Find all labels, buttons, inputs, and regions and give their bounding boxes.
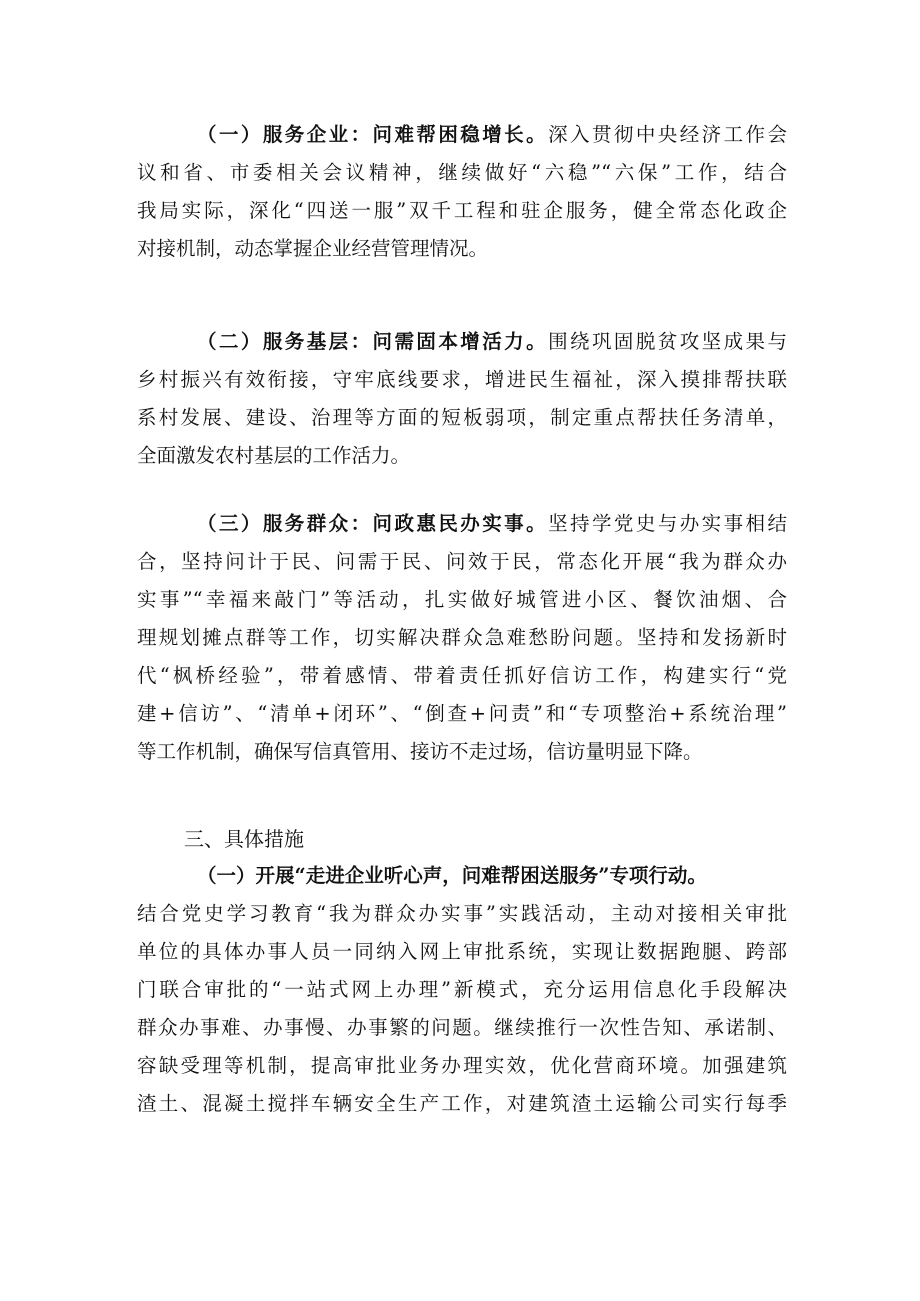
section-heading <box>137 820 787 858</box>
paragraph-line: 建+信访”、“清单+闭环”、“倒查+问责”和“专项整治+系统治理” <box>137 702 787 725</box>
paragraph-line: 系村发展、建设、治理等方面的短板弱项，制定重点帮扶任务清单， <box>137 406 787 429</box>
paragraph-service-public <box>137 505 787 771</box>
heading-text: 三、具体措施 <box>184 827 304 851</box>
paragraph-service-grassroots <box>137 323 787 475</box>
paragraph-lead: （一）服务企业：问难帮困稳增长。 <box>197 123 549 146</box>
paragraph-line <box>137 116 787 154</box>
paragraph-line: 议和省、市委相关会议精神，继续做好“六稳”“六保”工作，结合 <box>137 161 787 184</box>
paragraph-line: 容缺受理等机制，提高审批业务办理实效，优化营商环境。加强建筑 <box>137 1054 787 1077</box>
paragraph-enterprise-action <box>137 857 787 1123</box>
paragraph-line: 结合党史学习教育“我为群众办实事”实践活动，主动对接相关审批 <box>137 902 787 925</box>
paragraph-line: 等工作机制，确保写信真管用、接访不走过场，信访量明显下降。 <box>137 740 703 763</box>
paragraph-lead: （二）服务基层：问需固本增活力。 <box>197 330 549 353</box>
paragraph-service-enterprise <box>137 116 787 268</box>
paragraph-line: 理规划摊点群等工作，切实解决群众急难愁盼问题。坚持和发扬新时 <box>137 626 787 649</box>
paragraph-text: 深入贯彻中央经济工作会 <box>548 123 787 146</box>
paragraph-line: 代“枫桥经验”，带着感情、带着责任抓好信访工作，构建实行“党 <box>137 664 787 687</box>
paragraph-text: 坚持学党史与办实事相结 <box>548 512 787 535</box>
paragraph-line: 合，坚持问计于民、问需于民、问效于民，常态化开展“我为群众办 <box>137 550 787 573</box>
paragraph-line <box>137 857 787 895</box>
paragraph-line: 渣土、混凝土搅拌车辆安全生产工作，对建筑渣土运输公司实行每季 <box>137 1092 787 1115</box>
paragraph-line: 门联合审批的“一站式网上办理”新模式，充分运用信息化手段解决 <box>137 978 787 1001</box>
paragraph-line: 对接机制，动态掌握企业经营管理情况。 <box>137 237 489 260</box>
paragraph-lead: （三）服务群众：问政惠民办实事。 <box>197 512 549 535</box>
paragraph-line: 单位的具体办事人员一同纳入网上审批系统，实现让数据跑腿、跨部 <box>137 940 787 963</box>
paragraph-line: 全面激发农村基层的工作活力。 <box>137 444 411 467</box>
paragraph-line <box>137 323 787 361</box>
paragraph-line: 乡村振兴有效衔接，守牢底线要求，增进民生福祉，深入摸排帮扶联 <box>137 368 787 391</box>
paragraph-line: 我局实际，深化“四送一服”双千工程和驻企服务，健全常态化政企 <box>137 199 787 222</box>
paragraph-text: 围绕巩固脱贫攻坚成果与 <box>548 330 787 353</box>
paragraph-line: 实事”“幸福来敲门”等活动，扎实做好城管进小区、餐饮油烟、合 <box>137 588 787 611</box>
paragraph-line <box>137 505 787 543</box>
paragraph-line: 群众办事难、办事慢、办事繁的问题。继续推行一次性告知、承诺制、 <box>137 1016 787 1039</box>
paragraph-lead: （一）开展“走进企业听心声，问难帮困送服务”专项行动。 <box>197 864 707 887</box>
